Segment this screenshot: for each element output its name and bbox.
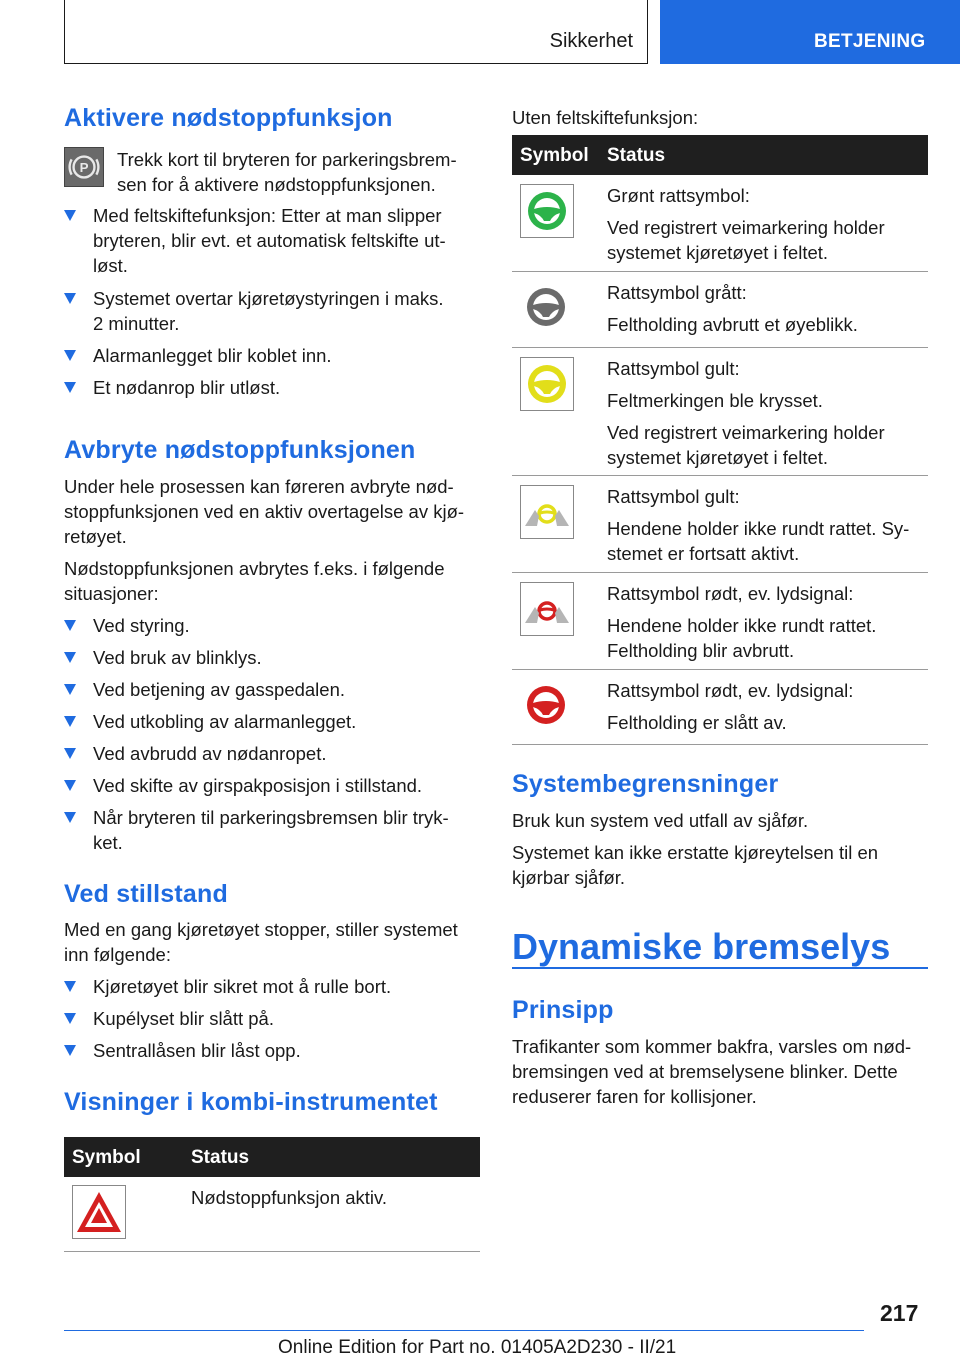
header-chapter-tab <box>660 0 960 64</box>
footer-rule <box>64 1330 864 1331</box>
avbryte-p1-line1: Under hele prosessen kan føreren avbryte nød- <box>64 476 454 497</box>
prinsipp-line1: Trafikanter som kommer bakfra, varsles om nød- <box>512 1036 912 1057</box>
table-row <box>512 670 928 745</box>
status-text: Rattsymbol gult: <box>607 358 740 379</box>
warning-triangle-icon <box>72 1185 126 1239</box>
avbryte-p1-line3: retøyet. <box>64 526 127 547</box>
table-header-status: Status <box>191 1147 250 1168</box>
table-row <box>512 175 928 272</box>
steering-wheel-green-icon <box>520 184 574 238</box>
table-header-symbol: Symbol <box>520 145 589 166</box>
bullet-triangle-icon <box>64 716 76 727</box>
heading-avbryte: Avbryte nødstoppfunksjonen <box>64 436 416 464</box>
right-intro: Uten feltskiftefunksjon: <box>512 107 699 128</box>
status-text: Rattsymbol rødt, ev. lydsignal: <box>607 583 854 604</box>
stillstand-p-line1: Med en gang kjøretøyet stopper, stiller systemet <box>64 919 458 940</box>
table-header-status: Status <box>607 145 666 166</box>
bullet-triangle-icon <box>64 382 76 393</box>
status-text: Feltholding er slått av. <box>607 712 787 733</box>
table-header-symbol: Symbol <box>72 1147 141 1168</box>
header-section-box <box>64 0 648 64</box>
bullet-triangle-icon <box>64 652 76 663</box>
heading-dynamiske-bremselys: Dynamiske bremselys <box>512 926 891 967</box>
begrens-p2-line2: kjørbar sjåfør. <box>512 867 626 888</box>
footer-edition: Online Edition for Part no. 01405A2D230 - II/21 <box>278 1337 677 1358</box>
bullet-triangle-icon <box>64 812 76 823</box>
begrens-p1: Bruk kun system ved utfall av sjåfør. <box>512 810 809 831</box>
status-text: Rattsymbol rødt, ev. lydsignal: <box>607 680 854 701</box>
bullet-triangle-icon <box>64 1013 76 1024</box>
bullet-triangle-icon <box>64 620 76 631</box>
table-header <box>512 135 928 175</box>
table-row <box>512 272 928 348</box>
bullet-triangle-icon <box>64 684 76 695</box>
steering-wheel-grey-icon <box>520 281 574 335</box>
status-text: Ved registrert veimarkering holder <box>607 422 885 443</box>
list-item-cont: løst. <box>93 255 128 276</box>
heading-visninger: Visninger i kombi-instrumentet <box>64 1088 438 1116</box>
status-text: Rattsymbol grått: <box>607 282 747 303</box>
table-row <box>512 476 928 573</box>
prinsipp-line2: bremsingen ved at bremselysene blinker. Dette <box>512 1061 898 1082</box>
list-item-cont: 2 minutter. <box>93 313 180 334</box>
status-text: Rattsymbol gult: <box>607 486 740 507</box>
status-text: Feltmerkingen ble krysset. <box>607 390 823 411</box>
list-item-cont: bryteren, blir evt. et automatisk feltskifte ut- <box>93 230 446 251</box>
status-text: Grønt rattsymbol: <box>607 185 750 206</box>
header-chapter-title: BETJENING <box>814 31 926 52</box>
status-text: systemet kjøretøyet i feltet. <box>607 447 829 468</box>
hands-steering-red-icon <box>520 582 574 636</box>
bullet-triangle-icon <box>64 981 76 992</box>
heading-stillstand: Ved stillstand <box>64 880 228 908</box>
bullet-triangle-icon <box>64 210 76 221</box>
page-number: 217 <box>880 1300 919 1326</box>
avbryte-p1-line2: stoppfunksjonen ved en aktiv overtagelse av kjø- <box>64 501 465 522</box>
heading-rule <box>512 967 928 969</box>
bullet-triangle-icon <box>64 748 76 759</box>
heading-prinsipp: Prinsipp <box>512 996 614 1024</box>
hands-steering-yellow-icon <box>520 485 574 539</box>
status-text: stemet er fortsatt aktivt. <box>607 543 800 564</box>
aktivere-text-line2: sen for å aktivere nødstoppfunksjonen. <box>117 174 436 195</box>
bullet-triangle-icon <box>64 293 76 304</box>
header-section-title: Sikkerhet <box>549 30 633 52</box>
status-text: Hendene holder ikke rundt rattet. Sy- <box>607 518 910 539</box>
status-text: systemet kjøretøyet i feltet. <box>607 242 829 263</box>
status-text: Feltholding avbrutt et øyeblikk. <box>607 314 858 335</box>
heading-aktivere: Aktivere nødstoppfunksjon <box>64 104 393 132</box>
steering-wheel-red-icon <box>520 679 574 733</box>
heading-systembegrensninger: Systembegrensninger <box>512 770 779 798</box>
bullet-triangle-icon <box>64 780 76 791</box>
parking-brake-icon <box>64 147 104 187</box>
status-text: Ved registrert veimarkering holder <box>607 217 885 238</box>
table-row <box>64 1177 480 1252</box>
table-header <box>64 1137 480 1177</box>
steering-wheel-yellow-icon <box>520 357 574 411</box>
bullet-triangle-icon <box>64 350 76 361</box>
status-text: Nødstoppfunksjon aktiv. <box>191 1187 388 1208</box>
svg-text:P: P <box>79 159 89 175</box>
avbryte-p2-line1: Nødstoppfunksjonen avbrytes f.eks. i følgende <box>64 558 445 579</box>
bullet-triangle-icon <box>64 1045 76 1056</box>
list-item-cont: ket. <box>93 832 123 853</box>
stillstand-p-line2: inn følgende: <box>64 944 171 965</box>
aktivere-text-line1: Trekk kort til bryteren for parkeringsbrem- <box>117 149 457 170</box>
status-text: Feltholding blir avbrutt. <box>607 640 795 661</box>
avbryte-p2-line2: situasjoner: <box>64 583 159 604</box>
table-row <box>512 573 928 670</box>
status-text: Hendene holder ikke rundt rattet. <box>607 615 877 636</box>
prinsipp-line3: reduserer faren for kollisjoner. <box>512 1086 757 1107</box>
table-row <box>512 348 928 476</box>
begrens-p2-line1: Systemet kan ikke erstatte kjøreytelsen til en <box>512 842 879 863</box>
